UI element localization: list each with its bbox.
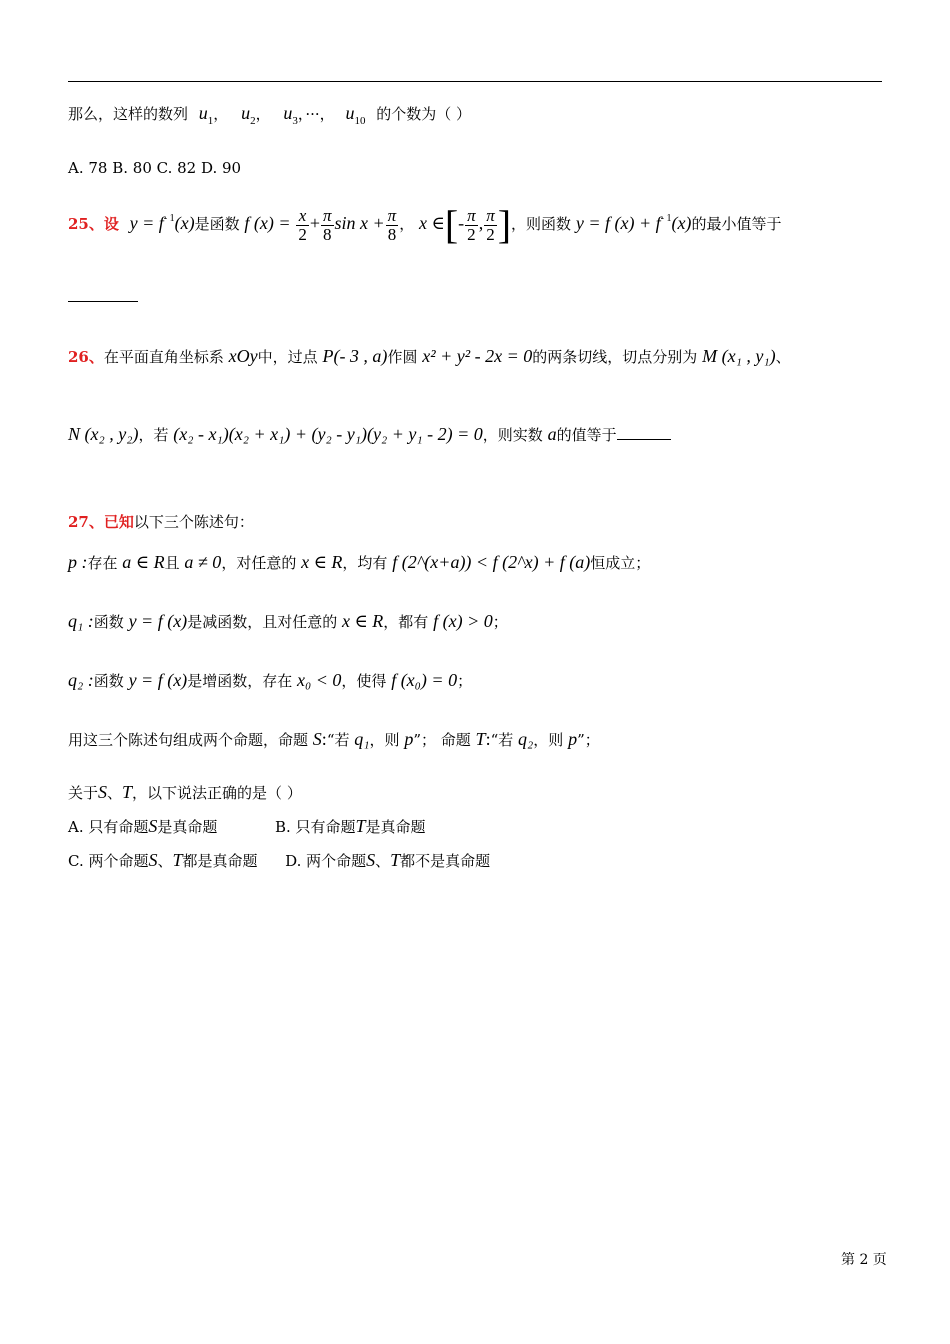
header-rule: [68, 81, 882, 82]
statement-p: p :存在 a ∈ R且 a ≠ 0，对任意的 x ∈ R，均有 f (2^(x+a)) < f (2^x) + f (a)恒成立；: [68, 552, 651, 572]
var-u10: $u_{10}$: [345, 103, 366, 127]
q26-line2: N (x₂ , y₂)，若 (x₂ - x₁)(x₂ + x₁) + (y₂ - y₁)(y₂ + y₁ - 2) = 0，则实数 a的值等于: [68, 425, 671, 443]
about-line: 关于S、T，以下说法正确的是（ ）: [68, 782, 302, 802]
var-u3: $u_3$: [283, 103, 298, 127]
q24-options: A. 78 B. 80 C. 82 D. 90: [68, 159, 242, 177]
statement-q2: q₂ :函数 y = f (x)是增函数，存在 x₀ < 0，使得 f (x₀) = 0；: [68, 670, 473, 690]
options-ab: [68, 817, 426, 835]
page-number: 第 2 页: [841, 1252, 887, 1268]
option-a[interactable]: A. 只有命题S是真命题: [68, 816, 218, 836]
options-cd: [68, 851, 490, 869]
q25-answer-blank[interactable]: [68, 298, 138, 302]
option-b[interactable]: B. 只有命题T是真命题: [274, 816, 426, 836]
option-d[interactable]: D. 两个命题S、T都不是真命题: [285, 850, 491, 870]
q26-line1: 26、在平面直角坐标系 xOy中，过点 P(- 3 , a)作圆 x² + y² - 2x = 0的两条切线，切点分别为 M (x₁ , y₁)、: [68, 346, 791, 366]
q26-answer-blank[interactable]: [617, 425, 671, 440]
var-u1: $u_1$: [198, 103, 214, 127]
sequence-line: 那么，这样的数列 $u_1$， $u_2$， $u_3$，···， $u_{10}$ 的个数为（ ）: [68, 103, 472, 127]
statement-q1: q₁ :函数 y = f (x)是减函数，且对任意的 x ∈ R，都有 f (x) > 0；: [68, 611, 508, 631]
option-c[interactable]: C. 两个命题S、T都是真命题: [68, 850, 258, 870]
var-u2: $u_2$: [241, 103, 256, 127]
q27-intro: 27、已知以下三个陈述句：: [68, 513, 254, 531]
q25-line: 25、设 $y = f^{- 1}(x)$是函数 f (x) = $\frac{x}{2}$ + $\frac{\pi}{8}$ sin x + $\frac{\pi}{8}$ ， x ∈[- $\frac{\pi}{2}$ , $\frac{\pi}{2}$ ]，则函数 y = f $(x) + f^{- 1}(x)$的最小值等于: [68, 202, 782, 247]
compose-line: 用这三个陈述句组成两个命题，命题 S:“若 q₁，则 p”； 命题 T:“若 q₂，则 p”；: [68, 729, 600, 749]
